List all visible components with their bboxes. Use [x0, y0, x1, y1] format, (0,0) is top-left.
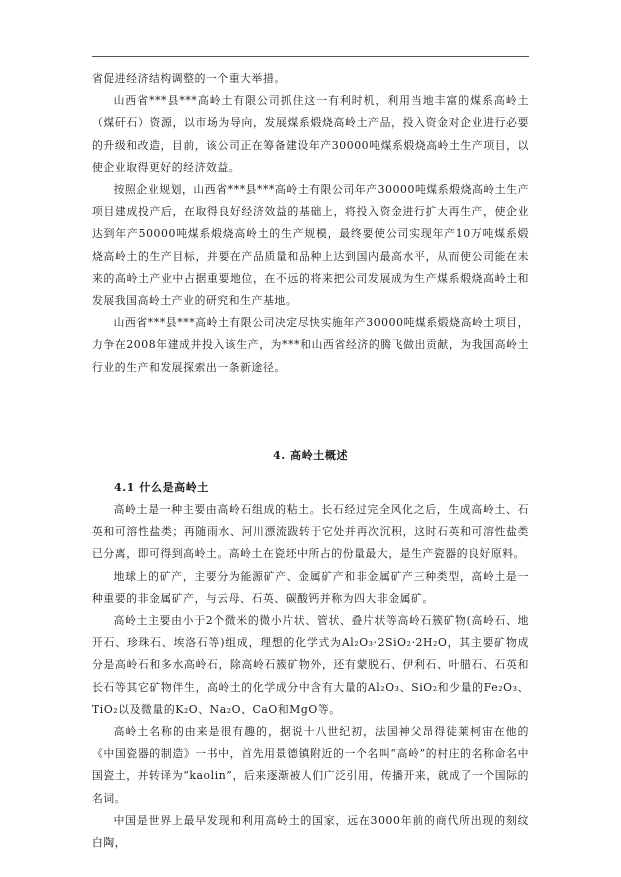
- body-paragraph: 高岭土是一种主要由高岭石组成的粘土。长石经过完全风化之后，生成高岭土、石英和可溶性盐类；再随雨水、河川漂流跋转于它处并再次沉积，这时石英和可溶性盐类已分离，即可得到高岭土。高岭土在瓷坯中所占的份量最大，是生产瓷器的良好原料。: [92, 503, 529, 561]
- body-paragraph: 中国是世界上最早发现和利用高岭土的国家，远在3000年前的商代所出现的刻纹白陶，: [92, 813, 529, 850]
- section-spacer: [92, 379, 529, 445]
- intro-paragraph: 按照企业规划，山西省***县***高岭土有限公司年产30000吨煤系煅烧高岭土生产项目建成投产后，在取得良好经济效益的基础上，将投入资金进行扩大再生产，使企业达到年产50000吨煤系煅烧高岭土的生产规模，最终要使公司实现年产10万吨煤系煅烧高岭土的生产目标，并要在产品质量和品种上达到国内最高水平，从而使公司能在未来的高岭土产业中占据重要地位，在不远的将来把公司发展成为生产煤系煅烧高岭土和发展我国高岭土产业的研究和生产基地。: [92, 183, 529, 308]
- body-paragraph: 高岭土主要由小于2个微米的微小片状、管状、叠片状等高岭石簇矿物(高岭石、地开石、珍珠石、埃洛石等)组成，理想的化学式为Al₂O₃·2SiO₂·2H₂O，其主要矿物成分是高岭石和多水高岭石，除高岭石簇矿物外，还有蒙脱石、伊利石、叶腊石、石英和长石等其它矿物伴生，高岭土的化学成分中含有大量的Al₂O₃、SiO₂和少量的Fe₂O₃、TiO₂以及微量的K₂O、Na₂O、CaO和MgO等。: [92, 614, 529, 716]
- intro-paragraph-continuation: 省促进经济结构调整的一个重大举措。: [92, 72, 286, 85]
- body-paragraph: 高岭土名称的由来是很有趣的，据说十八世纪初，法国神父昂得徒莱柯宙在他的《中国瓷器的制造》一书中，首先用景德镇附近的一个名叫“高岭”的村庄的名称命名中国瓷土，并转译为“kaolin”，后来逐渐被人们广泛引用，传播开来，就成了一个国际的名词。: [92, 725, 529, 805]
- intro-paragraph: 山西省***县***高岭土有限公司抓住这一有利时机，利用当地丰富的煤系高岭土（煤矸石）资源，以市场为导向，发展煤系煅烧高岭土产品，投入资金对企业进行必要的升级和改造，目前，该公司正在筹备建设年产30000吨煤系煅烧高岭土生产项目，以使企业取得更好的经济效益。: [92, 94, 529, 174]
- title-spacer: [92, 467, 529, 477]
- header-rule: [92, 56, 529, 57]
- section-title: 4. 高岭土概述: [272, 448, 349, 462]
- body-paragraph: 地球上的矿产，主要分为能源矿产、金属矿产和非金属矿产三种类型，高岭土是一种重要的非金属矿产，与云母、石英、碳酸钙并称为四大非金属矿。: [92, 569, 529, 605]
- intro-paragraph: 山西省***县***高岭土有限公司决定尽快实施年产30000吨煤系煅烧高岭土项目，力争在2008年建成并投入该生产，为***和山西省经济的腾飞做出贡献，为我国高岭土行业的生产和发展探索出一条新途径。: [92, 316, 529, 374]
- page-content: [92, 68, 529, 854]
- subsection-title: 4.1 什么是高岭土: [114, 480, 209, 494]
